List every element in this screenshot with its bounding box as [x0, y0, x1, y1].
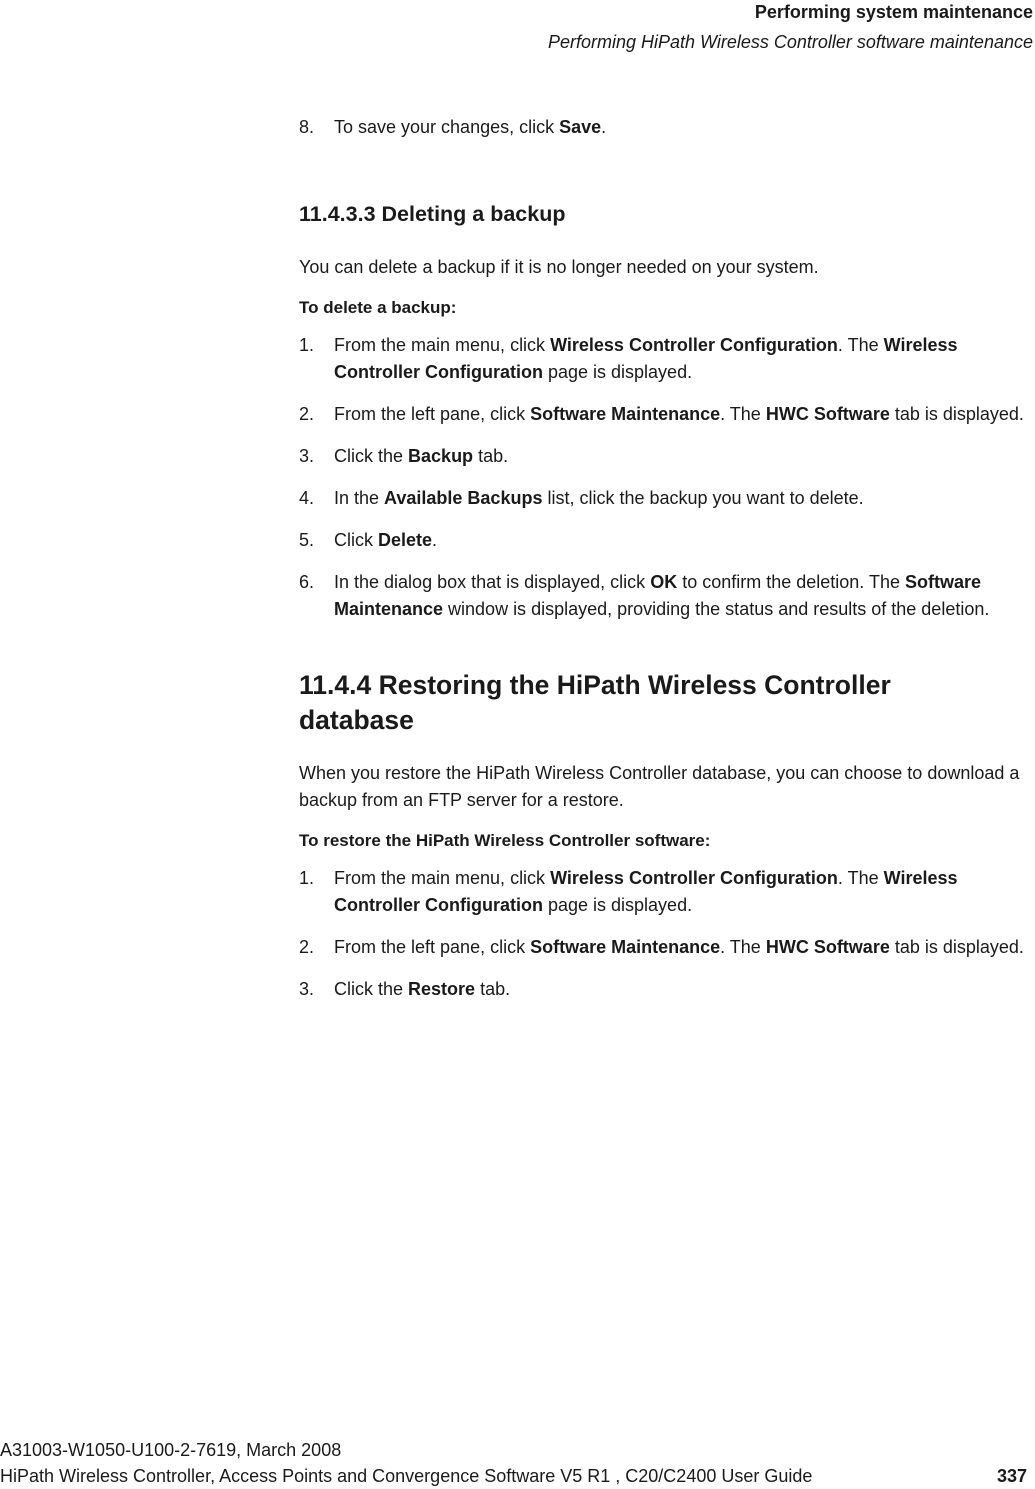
section-heading: 11.4.3.3 Deleting a backup	[299, 202, 566, 226]
list-item	[299, 976, 1031, 1003]
ui-term: Wireless Controller Configuration	[550, 868, 838, 888]
step-text: Click Delete.	[334, 530, 438, 550]
ui-term: Software Maintenance	[530, 404, 721, 424]
list-item	[299, 569, 1031, 623]
step-number: 1.	[299, 868, 315, 888]
ui-term: OK	[650, 572, 678, 592]
ui-term: Available Backups	[384, 488, 543, 508]
page-content	[299, 114, 1031, 1003]
procedure-title: To delete a backup:	[299, 298, 457, 317]
step-text: In the dialog box that is displayed, click OK to confirm the deletion. The Software Maintenance window is displayed, providing the status and results of the deletion.	[334, 572, 990, 619]
step-text: To save your changes, click Save.	[334, 117, 607, 137]
step-text: Click the Restore tab.	[334, 979, 511, 999]
footer-guide-title: HiPath Wireless Controller, Access Points and Convergence Software V5 R1 , C20/C2400 User Guide	[0, 1466, 813, 1486]
running-header-section: Performing HiPath Wireless Controller software maintenance	[547, 32, 1033, 52]
step-text: From the left pane, click Software Maintenance. The HWC Software tab is displayed.	[334, 937, 1024, 957]
step-number: 3.	[299, 446, 315, 466]
ui-term: Wireless Controller Configuration	[334, 335, 958, 382]
running-header-chapter: Performing system maintenance	[754, 2, 1033, 22]
step-text: From the main menu, click Wireless Controller Configuration. The Wireless Controller Configuration page is displayed.	[334, 868, 958, 915]
list-item	[299, 527, 1031, 554]
list-item	[299, 332, 1031, 386]
ui-term: Restore	[408, 979, 476, 999]
paragraph: You can delete a backup if it is no longer needed on your system.	[299, 257, 819, 277]
list-item	[299, 865, 1031, 919]
step-number: 8.	[299, 117, 315, 137]
section-heading: 11.4.4 Restoring the HiPath Wireless Controller database	[299, 670, 891, 735]
ui-term: HWC Software	[765, 937, 890, 957]
ui-term: Save	[559, 117, 602, 137]
list-item	[299, 485, 1031, 512]
paragraph: When you restore the HiPath Wireless Controller database, you can choose to download a backup from an FTP server for a restore.	[299, 763, 1020, 810]
step-number: 2.	[299, 404, 315, 424]
ui-term: Delete	[378, 530, 433, 550]
list-item	[299, 401, 1031, 428]
step-number: 3.	[299, 979, 315, 999]
list-item	[299, 443, 1031, 470]
step-text: Click the Backup tab.	[334, 446, 509, 466]
ui-term: Software Maintenance	[334, 572, 982, 619]
step-number: 2.	[299, 937, 315, 957]
step-text: From the left pane, click Software Maintenance. The HWC Software tab is displayed.	[334, 404, 1024, 424]
ui-term: Wireless Controller Configuration	[334, 868, 958, 915]
step-number: 1.	[299, 335, 315, 355]
ui-term: HWC Software	[765, 404, 890, 424]
list-item	[299, 114, 1031, 141]
step-text: In the Available Backups list, click the backup you want to delete.	[334, 488, 864, 508]
page-number: 337	[997, 1466, 1028, 1486]
list-item	[299, 934, 1031, 961]
step-text: From the main menu, click Wireless Controller Configuration. The Wireless Controller Configuration page is displayed.	[334, 335, 958, 382]
step-number: 6.	[299, 572, 315, 592]
step-number: 4.	[299, 488, 315, 508]
step-number: 5.	[299, 530, 315, 550]
ui-term: Software Maintenance	[530, 937, 721, 957]
footer-doc-number: A31003-W1050-U100-2-7619, March 2008	[0, 1440, 342, 1460]
procedure-title: To restore the HiPath Wireless Controller software:	[299, 831, 711, 850]
ui-term: Backup	[408, 446, 474, 466]
page-header	[548, 0, 1033, 57]
ui-term: Wireless Controller Configuration	[550, 335, 838, 355]
